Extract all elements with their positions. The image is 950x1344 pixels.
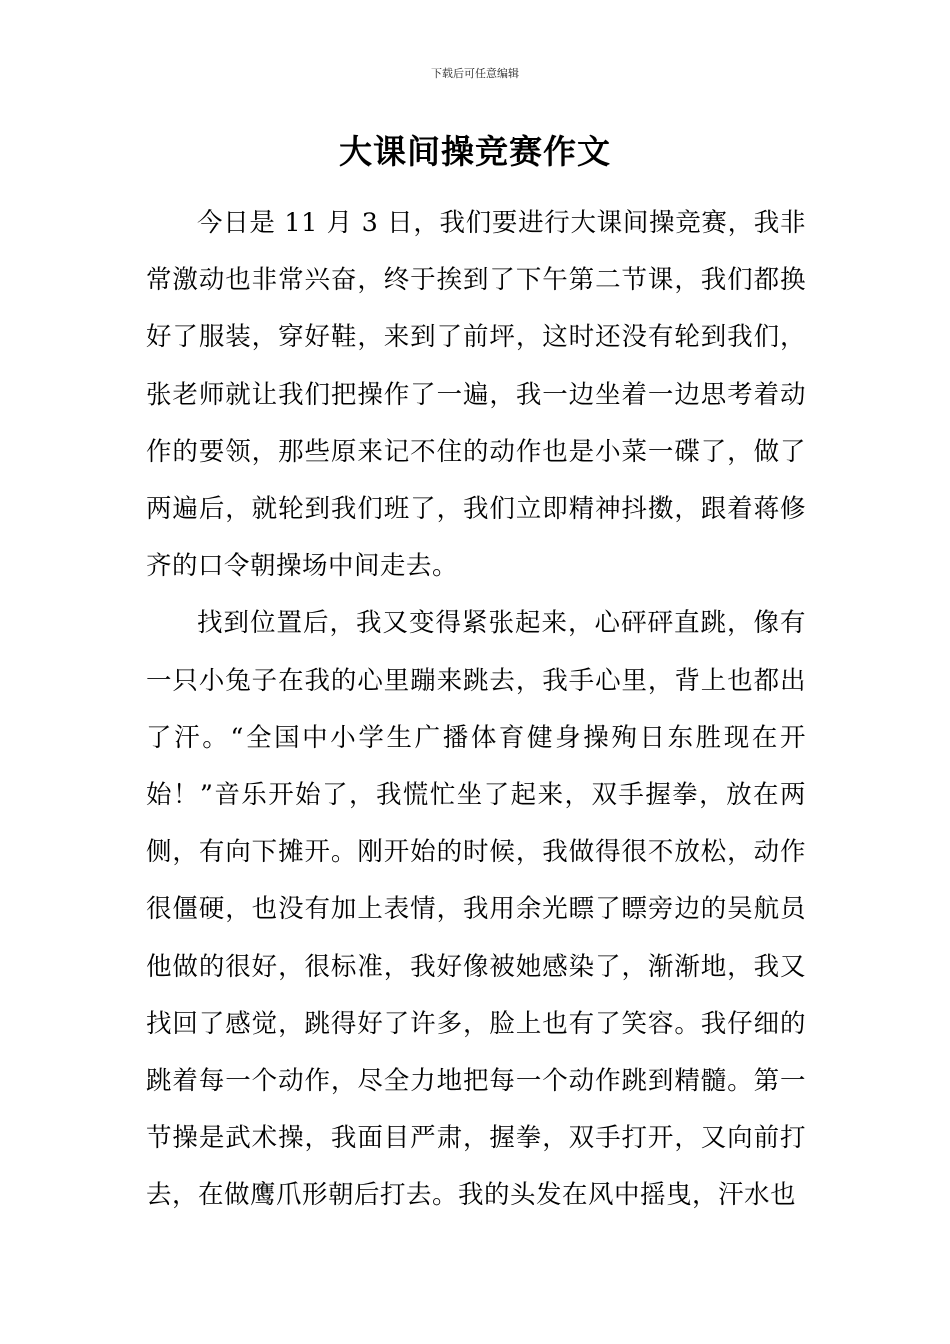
header-note: 下载后可任意编辑: [431, 67, 519, 80]
paragraph-2: 找到位置后，我又变得紧张起来，心砰砰直跳，像有一只小兔子在我的心里蹦来跳去，我手心里，背上也都出了汗。“全国中小学生广播体育健身操殉日东胜现在开始！”音乐开始了，我慌忙坐了起来，双手握拳，放在两侧，有向下摊开。刚开始的时候，我做得很不放松，动作很僵硬，也没有加上表情，我用余光瞟了瞟旁边的吴航员他做的很好，很标准，我好像被她感染了，渐渐地，我又找回了感觉，跳得好了许多，脸上也有了笑容。我仔细的跳着每一个动作，尽全力地把每一个动作跳到精髓。第一节操是武术操，我面目严肃，握拳，双手打开，又向前打去，在做鹰爪形朝后打去。我的头发在风中摇曳，汗水也: [146, 608, 806, 1211]
document-title: 大课间操竞赛作文: [339, 132, 611, 171]
body-text: [146, 195, 806, 1225]
paragraph-1: 今日是 11 月 3 日，我们要进行大课间操竞赛，我非常激动也非常兴奋，终于挨到了下午第二节课，我们都换好了服装，穿好鞋，来到了前坪，这时还没有轮到我们，张老师就让我们把操作了一遍，我一边坐着一边思考着动作的要领，那些原来记不住的动作也是小菜一碟了，做了两遍后，就轮到我们班了，我们立即精神抖擞，跟着蒋修齐的口令朝操场中间走去。: [146, 208, 806, 582]
